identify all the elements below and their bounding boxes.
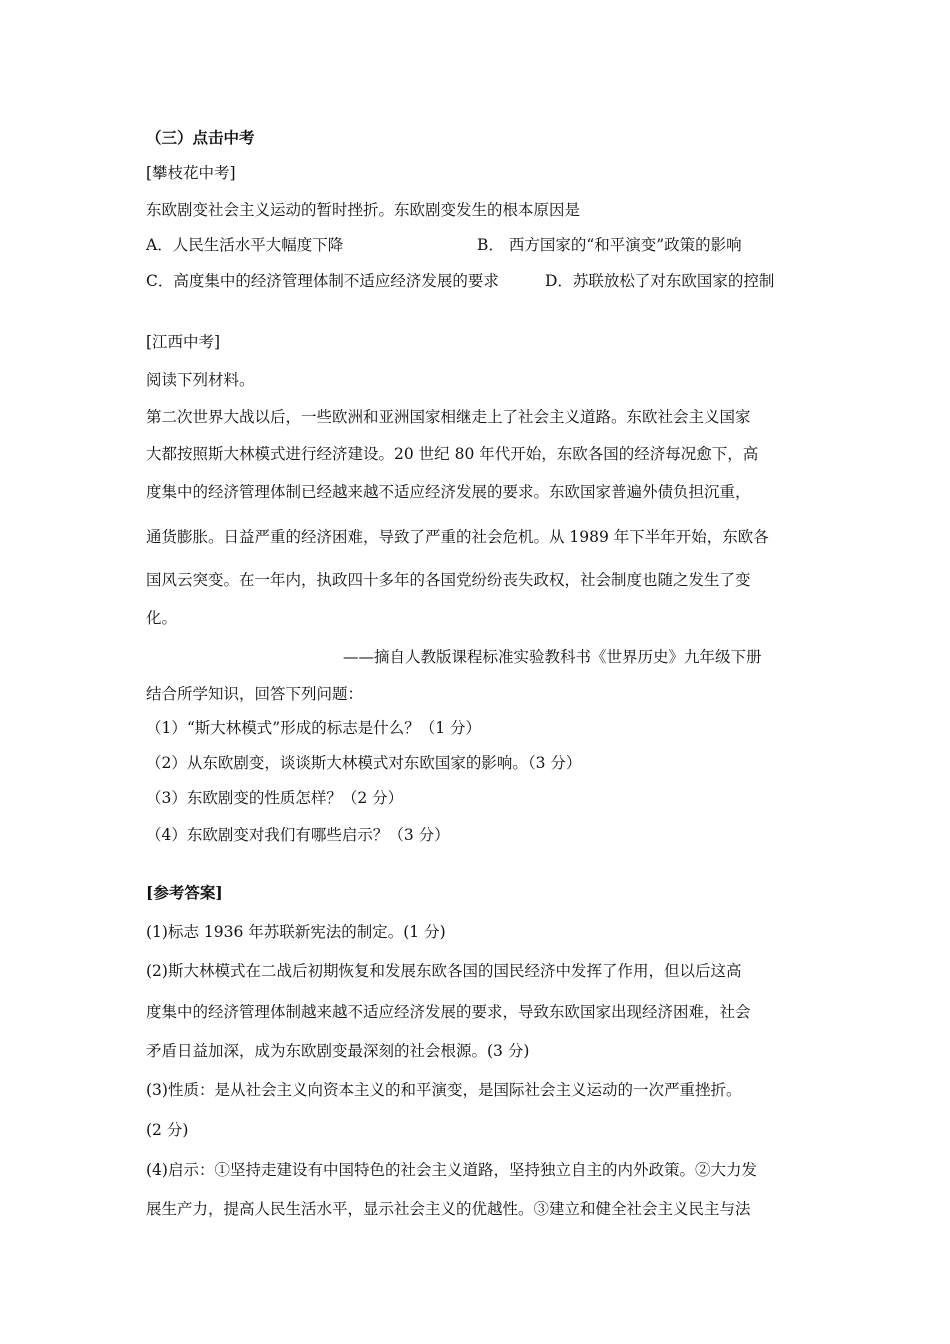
answer-line: (2)斯大林模式在二战后初期恢复和发展东欧各国的国民经济中发挥了作用，但以后这高 — [146, 962, 742, 980]
material-line: 度集中的经济管理体制已经越来越不适应经济发展的要求。东欧国家普遍外债负担沉重， — [146, 483, 751, 501]
option-d: D．苏联放松了对东欧国家的控制 — [545, 272, 775, 290]
material-line: 化。 — [146, 609, 178, 627]
option-b: B． 西方国家的“和平演变”政策的影响 — [477, 236, 742, 254]
section-title: （三）点击中考 — [146, 128, 255, 147]
question-prompt: 结合所学知识，回答下列问题： — [146, 685, 364, 703]
material-line: 国风云突变。在一年内，执政四十多年的各国党纷纷丧失政权，社会制度也随之发生了变 — [146, 571, 751, 589]
answer-line: (2 分) — [146, 1121, 189, 1139]
option-c: C．高度集中的经济管理体制不适应经济发展的要求 — [146, 272, 499, 290]
question-stem: 东欧剧变社会主义运动的暂时挫折。东欧剧变发生的根本原因是 — [146, 201, 581, 219]
answer-line: (1)标志 1936 年苏联新宪法的制定。(1 分) — [146, 923, 446, 941]
answer-line: 矛盾日益加深，成为东欧剧变最深刻的社会根源。(3 分) — [146, 1042, 530, 1060]
question-source: [江西中考] — [146, 333, 221, 351]
answer-line: (3)性质：是从社会主义向资本主义的和平演变，是国际社会主义运动的一次严重挫折。 — [146, 1081, 742, 1099]
reading-instruction: 阅读下列材料。 — [146, 371, 255, 389]
answer-line: 度集中的经济管理体制越来越不适应经济发展的要求，导致东欧国家出现经济困难，社会 — [146, 1003, 751, 1021]
question-source: [攀枝花中考] — [146, 164, 236, 182]
answers-title: [参考答案] — [146, 883, 223, 902]
sub-question: （3）东欧剧变的性质怎样？（2 分） — [146, 789, 404, 807]
sub-question: （2）从东欧剧变，谈谈斯大林模式对东欧国家的影响。（3 分） — [146, 754, 582, 772]
material-line: 大都按照斯大林模式进行经济建设。20 世纪 80 年代开始，东欧各国的经济每况愈下，高 — [146, 445, 759, 463]
material-line: 第二次世界大战以后，一些欧洲和亚洲国家相继走上了社会主义道路。东欧社会主义国家 — [146, 408, 751, 426]
answer-line: 展生产力，提高人民生活水平，显示社会主义的优越性。③建立和健全社会主义民主与法 — [146, 1200, 751, 1218]
sub-question: （1）“斯大林模式”形成的标志是什么？（1 分） — [146, 719, 481, 737]
sub-question: （4）东欧剧变对我们有哪些启示？（3 分） — [146, 826, 450, 844]
material-line: 通货膨胀。日益严重的经济困难，导致了严重的社会危机。从 1989 年下半年开始，东欧各 — [146, 528, 769, 546]
option-a: A．人民生活水平大幅度下降 — [146, 236, 344, 254]
citation: ——摘自人教版课程标准实验教科书《世界历史》九年级下册 — [343, 648, 762, 666]
answer-line: (4)启示：①坚持走建设有中国特色的社会主义道路，坚持独立自主的内外政策。②大力发 — [146, 1161, 757, 1179]
